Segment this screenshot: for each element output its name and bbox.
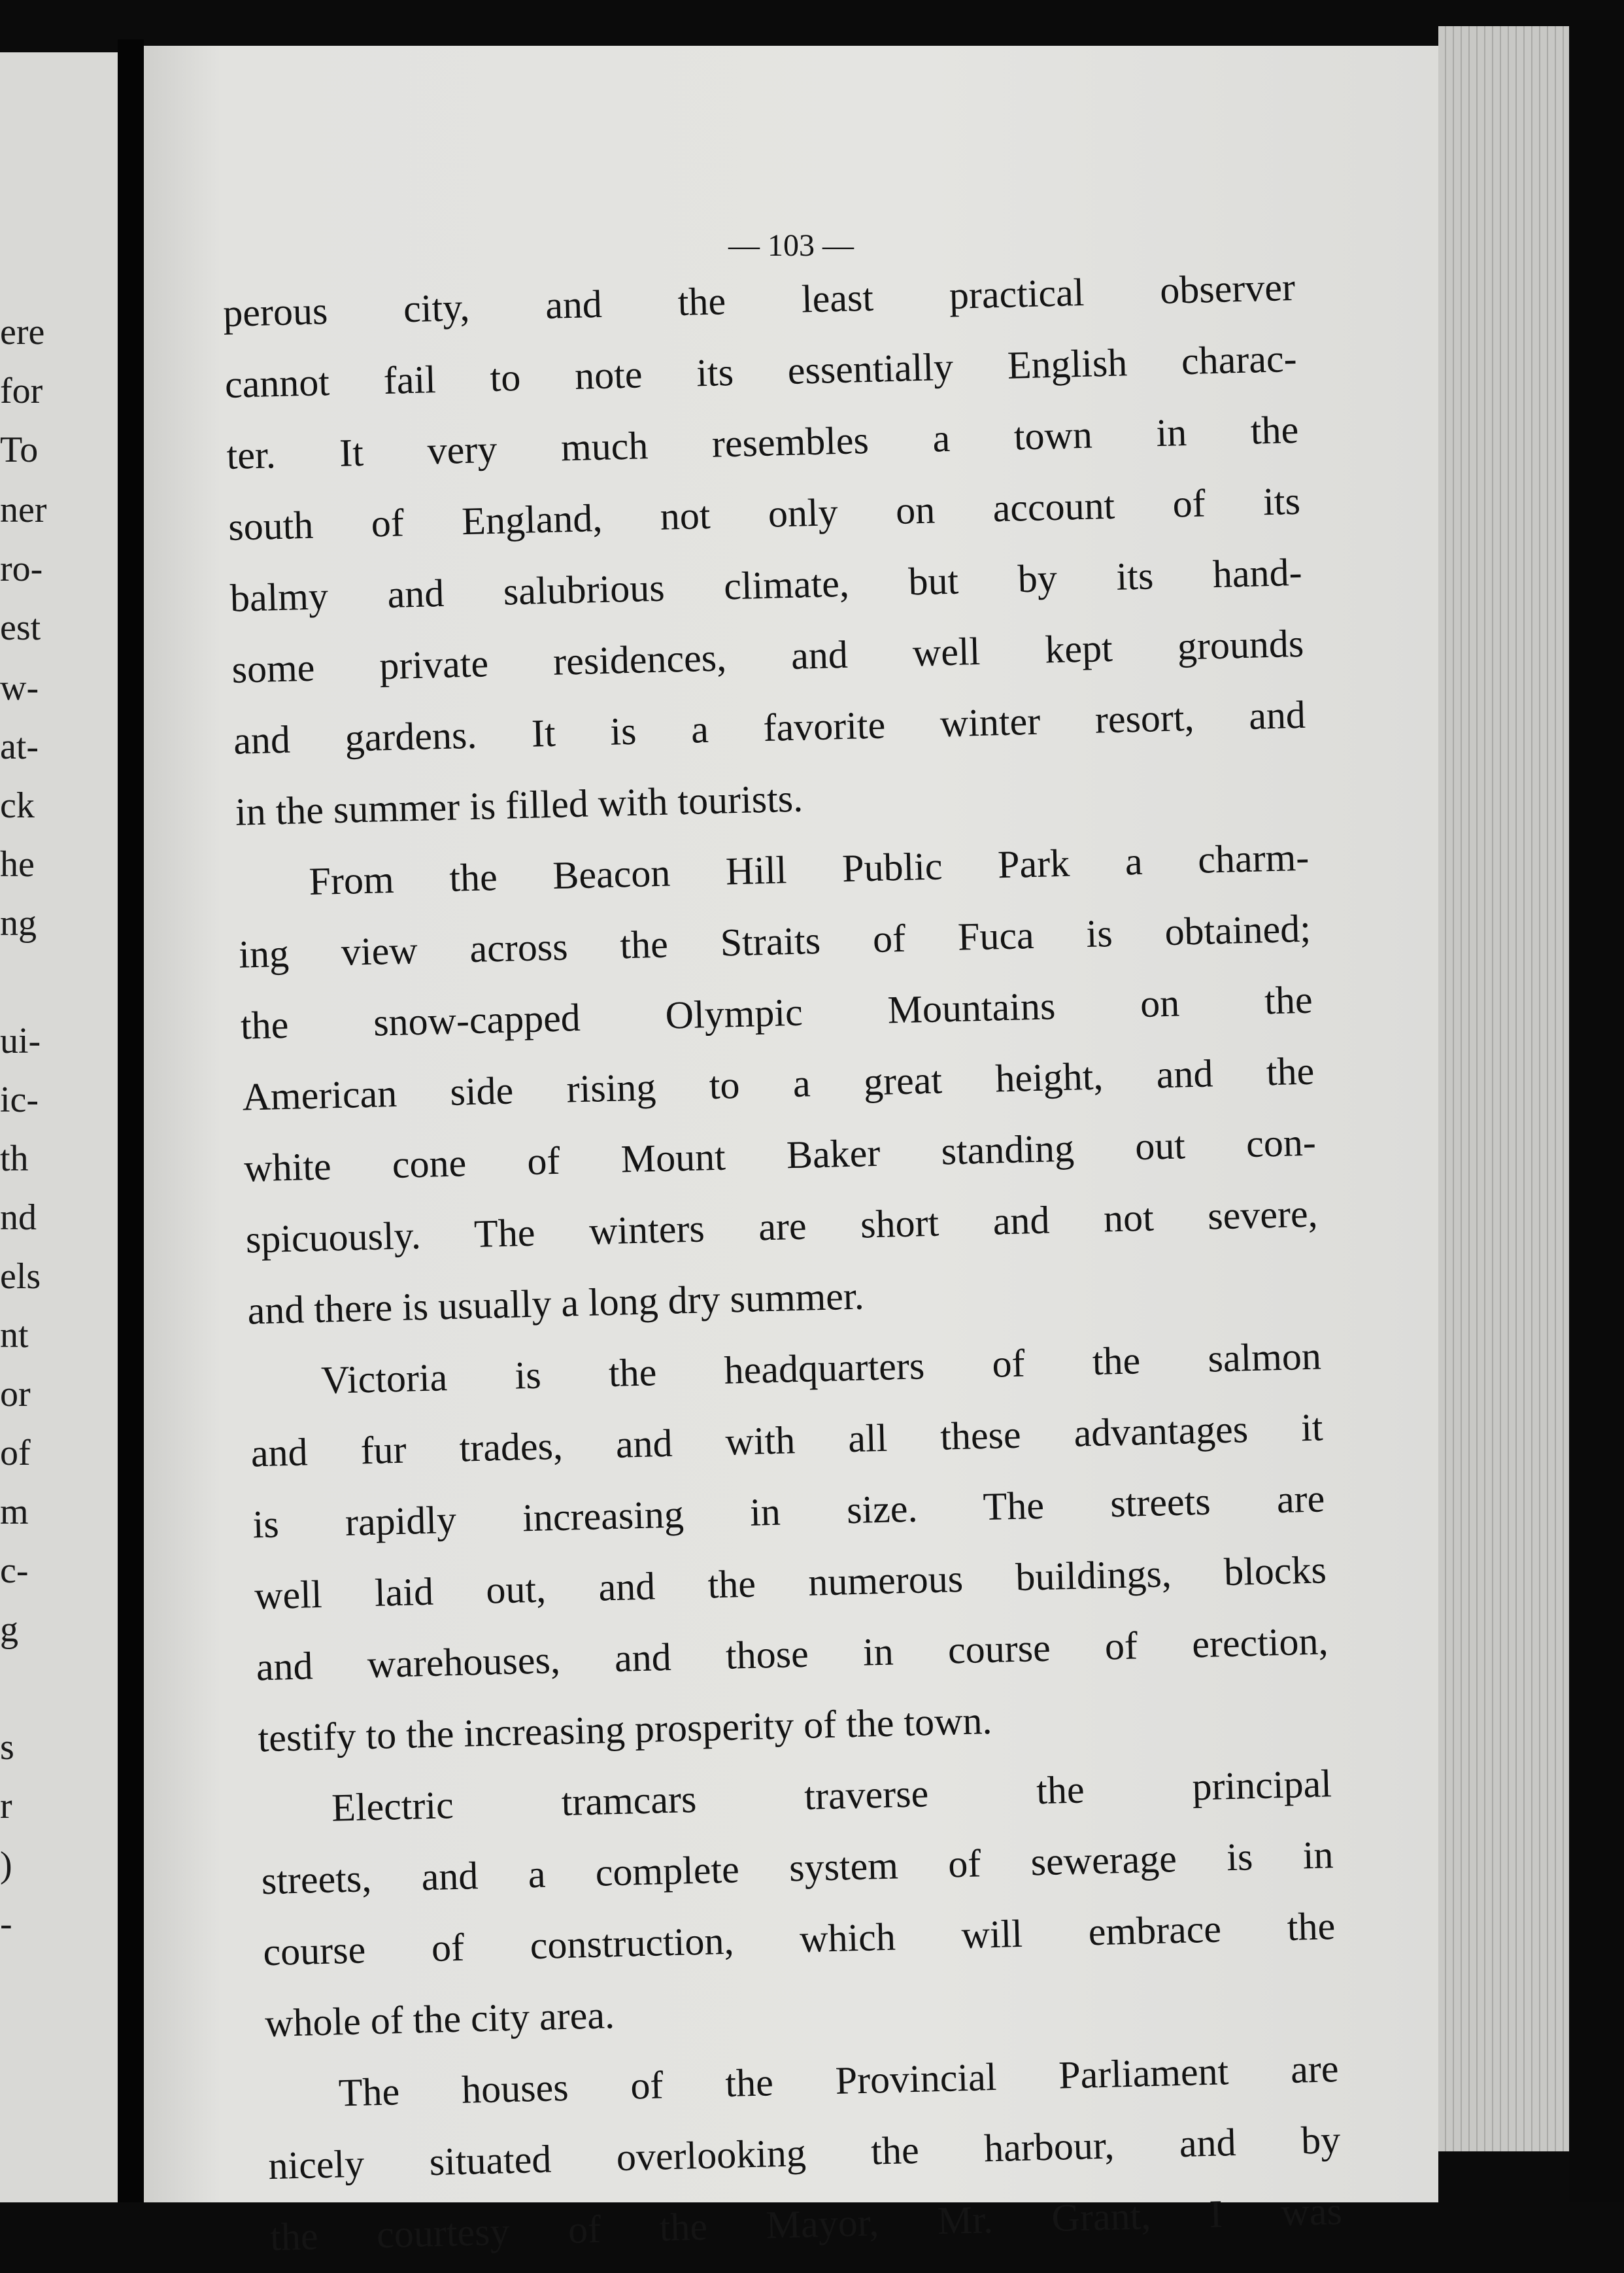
text-line: the courtesy of the Mayor, Mr. Grant, I was [269, 2189, 1343, 2259]
left-page-fragment: or [0, 1374, 31, 1414]
text-line: and fur trades, and with all these advantages it [250, 1405, 1324, 1475]
left-page-fragment: c- [0, 1550, 29, 1591]
text-line: and warehouses, and those in course of erection, [256, 1619, 1329, 1689]
text-line: American side rising to a great height, and the [241, 1049, 1315, 1119]
left-page-fragment: ic- [0, 1080, 39, 1120]
text-line: well laid out, and the numerous buildings, blocks [254, 1548, 1327, 1618]
text-line: white cone of Mount Baker standing out con- [243, 1120, 1317, 1190]
left-page-fragment: ro- [0, 549, 43, 589]
text-line: the snow-capped Olympic Mountains on the [240, 978, 1313, 1048]
text-line: whole of the city area. [264, 1993, 615, 2045]
text-line: streets, and a complete system of sewerage is in [261, 1833, 1334, 1903]
text-line: ing view across the Straits of Fuca is obtained; [238, 906, 1311, 976]
left-page-fragment: ui- [0, 1021, 41, 1061]
left-facing-page [0, 52, 118, 2202]
text-line: testify to the increasing prosperity of the town. [257, 1698, 993, 1760]
book-gutter [118, 39, 144, 2202]
text-line: and gardens. It is a favorite winter resort, and [233, 692, 1306, 762]
left-page-fragment: r [0, 1786, 12, 1826]
left-page-fragment: est [0, 607, 41, 648]
text-line: Electric tramcars traverse the principal [331, 1762, 1332, 1830]
left-page-fragment: for [0, 371, 43, 411]
text-line: balmy and salubrious climate, but by its hand- [229, 550, 1303, 620]
text-line: nicely situated overlooking the harbour, and by [267, 2118, 1341, 2188]
text-line: south of England, not only on account of its [228, 479, 1301, 549]
text-line: From the Beacon Hill Public Park a charm- [308, 835, 1310, 904]
text-line: in the summer is filled with tourists. [235, 776, 804, 834]
left-page-fragment: th [0, 1138, 29, 1179]
left-page-fragment: To [0, 430, 39, 470]
book-page [144, 46, 1438, 2259]
text-line: course of construction, which will embrace the [262, 1904, 1336, 1974]
text-line: is rapidly increasing in size. The streets are [252, 1477, 1325, 1547]
book-cover-edge [1569, 20, 1624, 2202]
text-line: ter. It very much resembles a town in the [226, 407, 1299, 477]
text-line: some private residences, and well kept grounds [231, 621, 1304, 691]
left-page-fragment: ) [0, 1845, 12, 1885]
left-page-fragment: ere [0, 312, 45, 352]
left-page-fragment: ng [0, 903, 37, 944]
left-page-fragment: at- [0, 726, 39, 767]
text-line: and there is usually a long dry summer. [246, 1274, 865, 1333]
left-page-fragment: nd [0, 1197, 37, 1238]
page-body-text [222, 252, 1343, 2273]
text-line: cannot fail to note its essentially English charac- [224, 336, 1298, 406]
text-line: perous city, and the least practical observer [222, 265, 1296, 335]
left-page-fragment: els [0, 1256, 41, 1297]
text-line: The houses of the Provincial Parliament are [338, 2047, 1340, 2115]
stacked-page-edges [1438, 26, 1569, 2151]
left-page-fragment: m [0, 1492, 29, 1532]
left-page-fragment: ck [0, 785, 35, 826]
left-page-fragment: of [0, 1433, 31, 1473]
text-line: Victoria is the headquarters of the salmon [320, 1334, 1322, 1402]
left-page-fragment: ner [0, 490, 47, 530]
left-page-fragment: nt [0, 1315, 29, 1356]
left-page-fragment: w- [0, 668, 39, 708]
text-line: spicuously. The winters are short and not severe, [245, 1191, 1319, 1261]
left-page-fragment: g [0, 1609, 18, 1650]
left-page-fragment: - [0, 1904, 12, 1944]
left-page-fragment: s [0, 1727, 14, 1768]
page-number: — 103 — [728, 228, 854, 263]
left-page-fragment: he [0, 844, 35, 885]
